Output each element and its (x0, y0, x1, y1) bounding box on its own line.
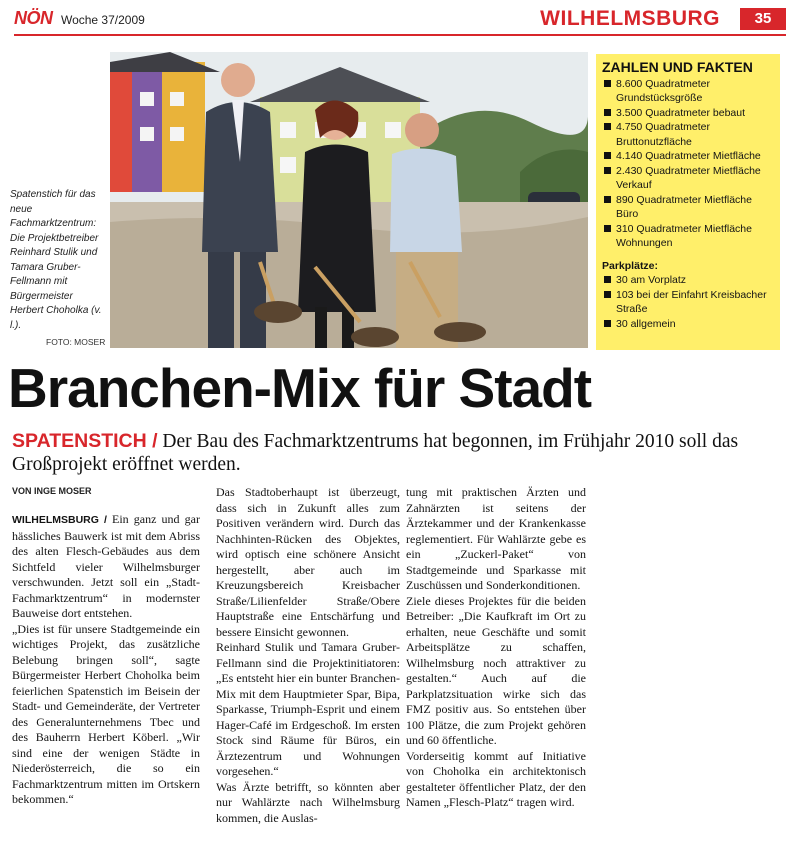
paragraph: Das Stadtoberhaupt ist überzeugt, dass sich in Zukunft alles zum Positiven verändern wird. Durch das Nachhinten-Rücken des Objektes, wird optisch eine schönere Ansicht hergestellt, aber auch im Kreuzungsbereich Kreisbacher Straße/Lilienfelder Straße/Obere Hauptstraße eine Entschärfung und bessere Einsicht gewonnen. (216, 485, 400, 639)
article-kicker: SPATENSTICH / (12, 430, 158, 452)
masthead (14, 8, 145, 29)
paragraph: Was Ärzte betrifft, so könnten aber nur Wahlärzte nach Wilhelmsburg kommen, die Auslas- (216, 779, 400, 825)
photo-credit: FOTO: MOSER (46, 337, 106, 347)
parking-list (602, 273, 774, 331)
article-column-1 (12, 512, 200, 808)
issue-week: Woche 37/2009 (60, 13, 145, 27)
list-item: 30 allgemein (602, 317, 774, 332)
article-column-2 (216, 485, 400, 826)
list-item: 890 Quadratmeter Mietfläche Büro (602, 193, 774, 222)
photo-caption: Spatenstich für das neue Fachmarktzentrum: Die Projektbetreiber Reinhard Stulik und Tamara Gruber-Fellmann mit Bürgermeister Herbert Choholka (v. l.). (10, 189, 102, 331)
list-item: 2.430 Quadratmeter Mietfläche Verkauf (602, 164, 774, 193)
deck-text: Der Bau des Fachmarktzentrums hat begonnen, im Frühjahr 2010 soll das Großprojekt eröffnet werden. (12, 431, 739, 475)
article-dateline: WILHELMSBURG / (12, 514, 107, 526)
list-item: 30 am Vorplatz (602, 273, 774, 288)
article-column-3 (406, 485, 586, 811)
newspaper-logo: NÖN (14, 8, 53, 28)
facts-box (596, 54, 780, 350)
list-item: 103 bei der Einfahrt Kreisbacher Straße (602, 288, 774, 317)
paragraph: Ein ganz und gar hässliches Bauwerk ist mit dem Abriss des alten Flesch-Gebäudes aus dem Sichtfeld vieler Wilhelmsburger verschwunden. Jetzt soll ein „Stadt-Fachmarktzentrum“ in modernster Bauweise dort entstehen. (12, 512, 201, 620)
paragraph: Vorderseitig kommt auf Initiative von Choholka ein architektonisch gestalteter öffentlicher Platz, der den Namen „Flesch-Platz“ tragen wird. (406, 748, 586, 809)
article-photo (110, 52, 588, 348)
list-item: 310 Quadratmeter Mietfläche Wohnungen (602, 222, 774, 251)
list-item: 4.750 Quadratmeter Bruttonutzfläche (602, 120, 774, 149)
facts-title: ZAHLEN UND FAKTEN (602, 59, 753, 75)
header-rule (14, 34, 786, 36)
article-byline: VON INGE MOSER (12, 486, 92, 496)
article-deck (12, 430, 792, 476)
list-item: 4.140 Quadratmeter Mietfläche (602, 149, 774, 164)
paragraph: Ziele dieses Projektes für die beiden Betreiber: „Die Kaufkraft im Ort zu erhalten, neue Geschäfte und somit Arbeitsplätze zu schaffen, Wilhelmsburg noch attraktiver zu gestalten.“ Auch auf die Parkplatzsituation wirke sich das FMZ positiv aus. So entstehen über 100 Plätze, die zum Projekt gehören und 60 öffentliche. (406, 593, 586, 747)
list-item: 8.600 Quadratmeter Grundstücksgröße (602, 77, 774, 106)
groundbreaking-photo (110, 52, 588, 348)
paragraph: Reinhard Stulik und Tamara Gruber-Fellmann sind die Projektinitiatoren: „Es entsteht hier ein bunter Branchen-Mix mit dem Hauptmieter Spar, Bipa, Sparkasse, Triumph-Esprit und einem Hager-Café im Erdgeschoß. Im ersten Stock sind Räume für Büros, ein Ärztezentrum und Wohnungen vorgesehen.“ (216, 640, 400, 778)
paragraph: „Dies ist für unsere Stadtgemeinde ein wichtiges Projekt, das zusätzliche Belebung bringen soll“, sagte Bürgermeister Herbert Choholka beim feierlichen Spatenstich im Beisein der Stadt- und Gemeinderäte, der Vertreter des Generalunternehmens Tbec und des Bauherrn Herbert Köberl. „Wir sind eine der wenigen Städte in Niederösterreich, die so ein Fachmarktzentrum mitten im Ortskern bekommen.“ (12, 621, 200, 806)
page-number: 35 (740, 8, 786, 30)
facts-list (602, 77, 774, 251)
paragraph: tung mit praktischen Ärzten und Zahnärzten ist seitens der Ärztekammer und der Krankenkasse reglementiert. Für Wahlärzte gebe es ein „Zuckerl-Paket“ von Stadtgemeinde und Sparkasse mit Zuschüssen und Sonderkonditionen. (406, 485, 586, 592)
list-item: 3.500 Quadratmeter bebaut (602, 106, 774, 121)
parking-title: Parkplätze: (602, 259, 659, 272)
article-headline: Branchen-Mix für Stadt (8, 357, 592, 419)
section-title: WILHELMSBURG (540, 7, 720, 30)
